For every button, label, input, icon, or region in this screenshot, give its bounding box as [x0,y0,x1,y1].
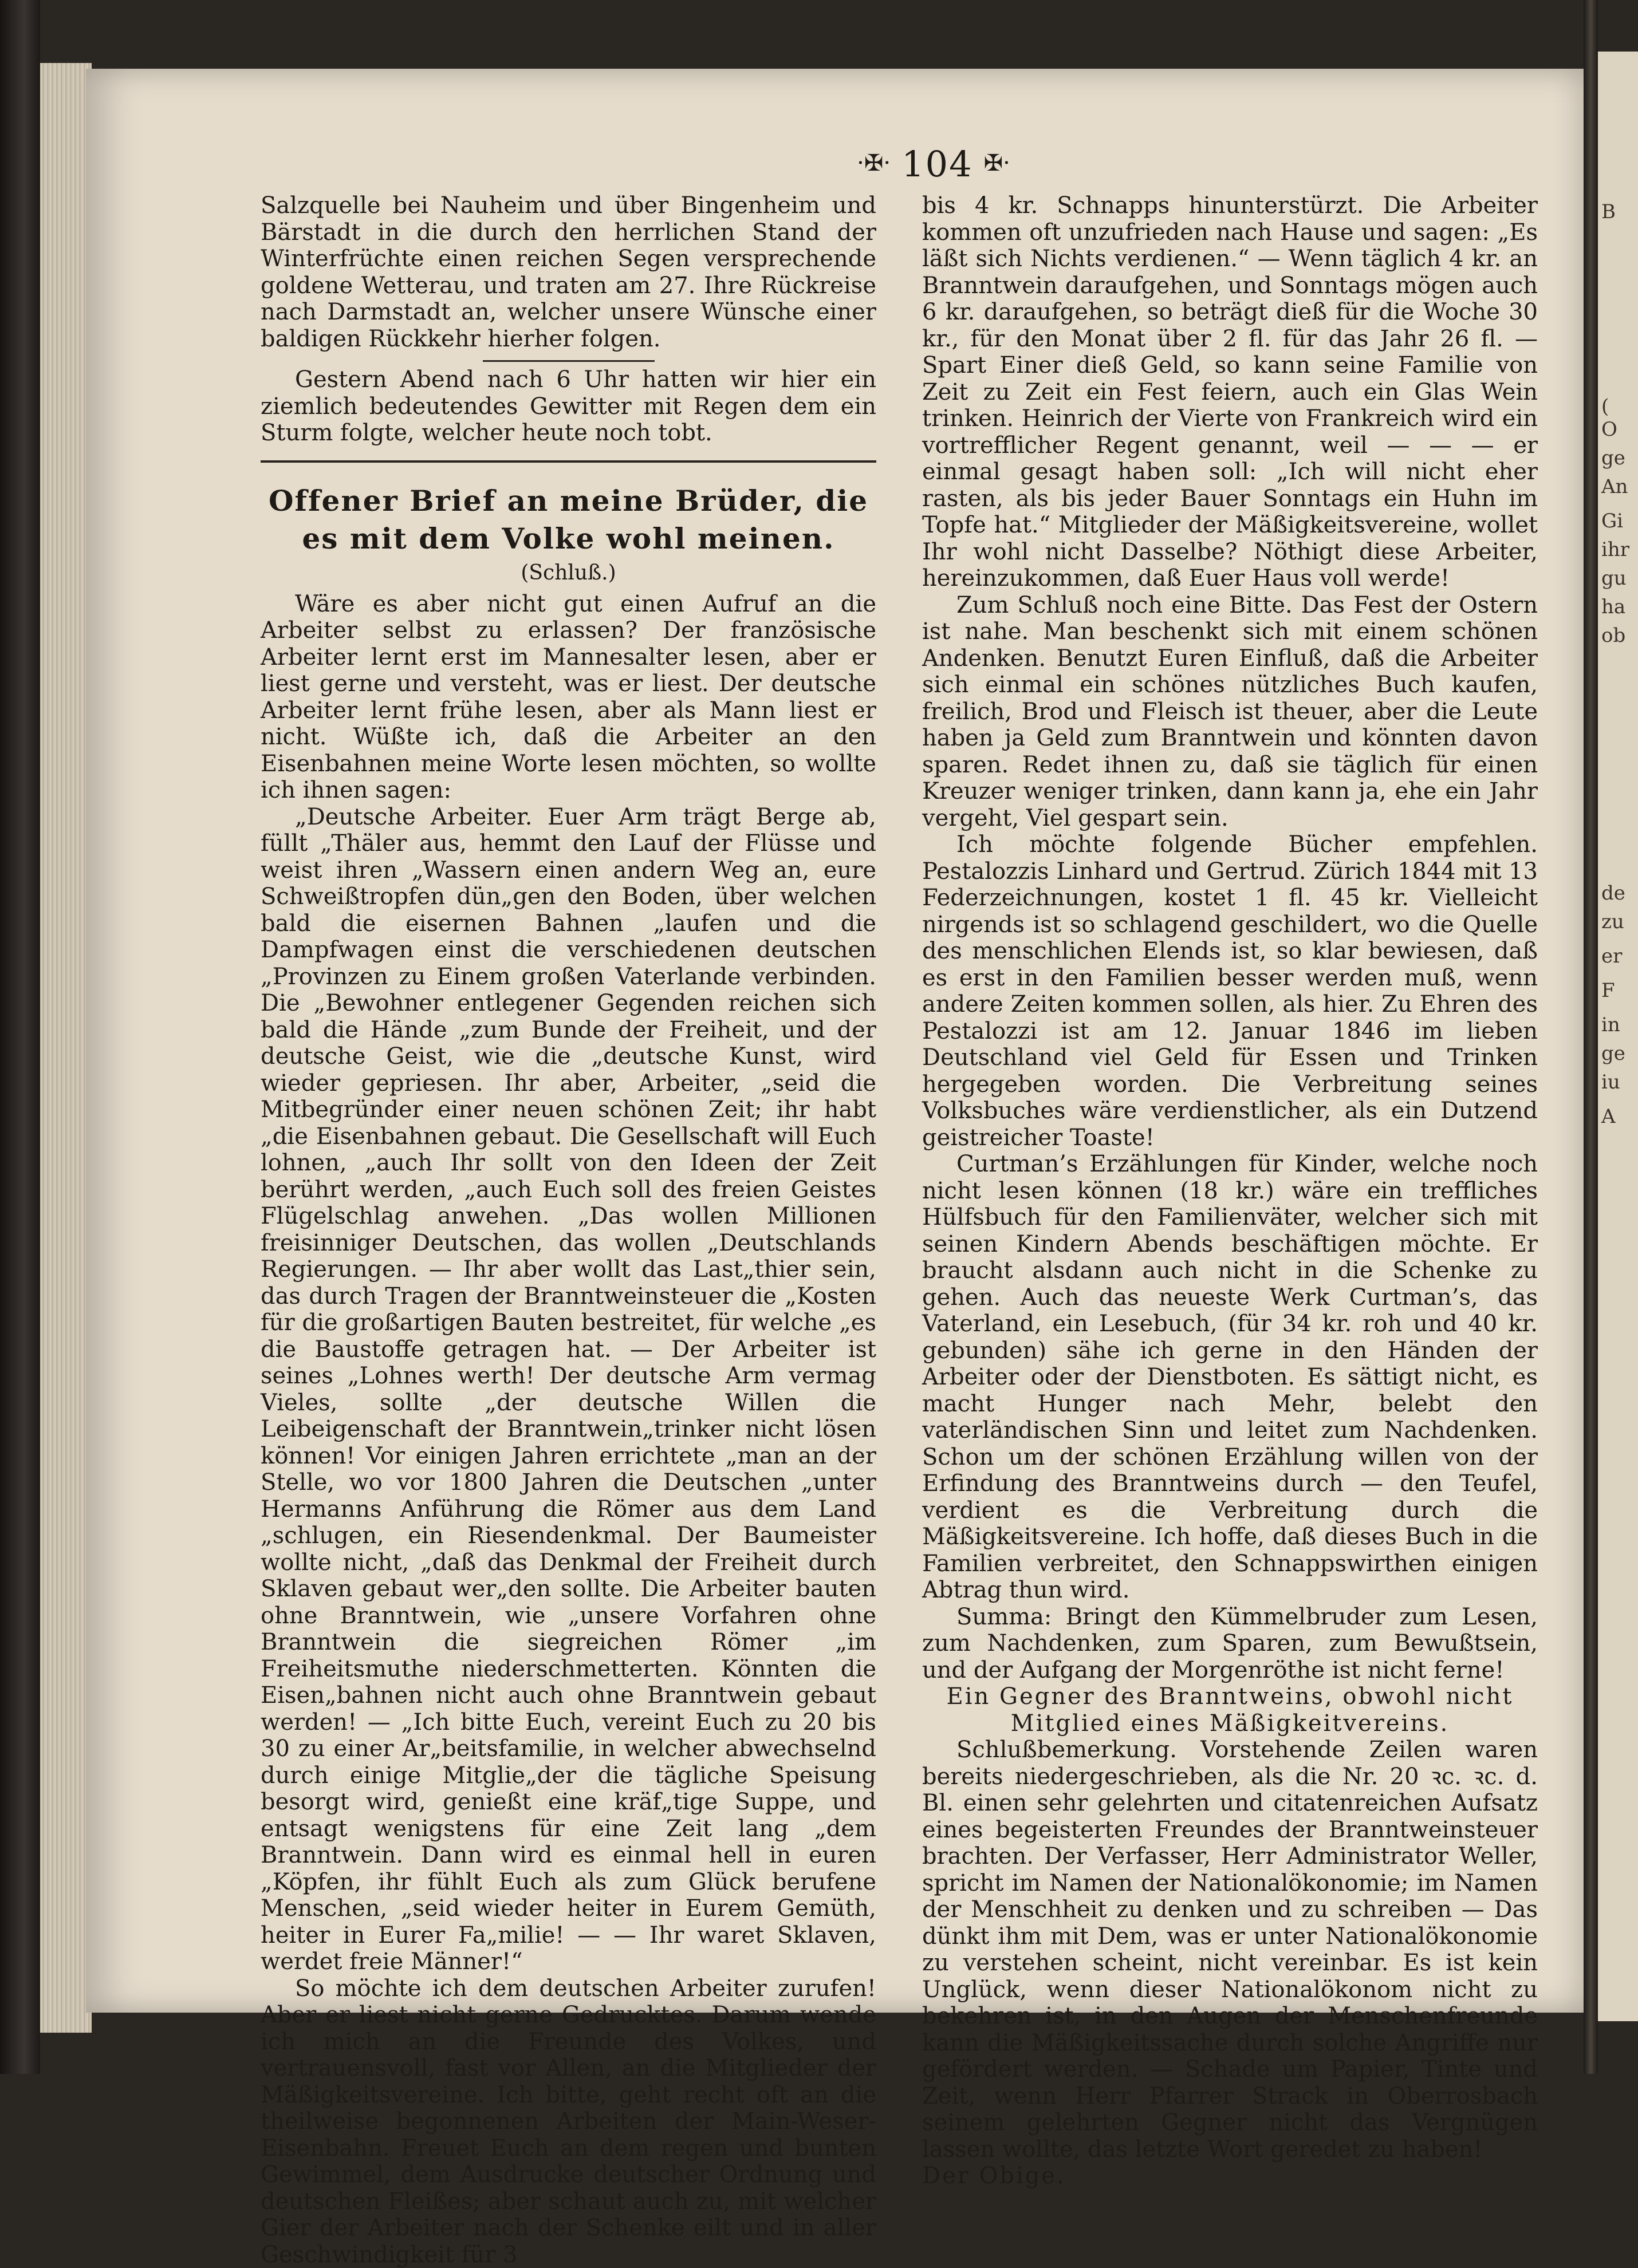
next-page-margin [1598,52,1638,2021]
next-page-fragment: in [1601,1013,1620,1036]
page-header [796,143,1071,189]
next-page-fragment: O [1601,418,1617,441]
paragraph: Wäre es aber nicht gut einen Aufruf an die Arbeiter selbst zu erlassen? Der französische Arbeiter lernt erst im Mannesalter lesen, aber er liest gerne und versteht, was er liest. Der deutsche Arbeiter lernt frühe lesen, aber als Mann liest er nicht. Wüßte ich, daß die Arbeiter an den Eisenbahnen meine Worte lesen möchten, so wollte ich ihnen sagen: [261,591,876,804]
paragraph: „Deutsche Arbeiter. Euer Arm trägt Berge ab, füllt „Thäler aus, hemmt den Lauf der Flüsse und weist ihren „Wassern einen andern Weg an, eure Schweißtropfen dün„gen den Boden, über welchen bald die eisernen Bahnen „laufen und die Dampfwagen einst die verschiedenen deutschen „Provinzen zu Einem großen Vaterlande verbinden. Die „Bewohner entlegener Gegenden reichen sich bald die Hände „zum Bunde der Freiheit, und der deutsche Geist, wie die „deutsche Kunst, wird wieder gepriesen. Ihr aber, Arbeiter, „seid die Mitbegründer einer neuen schönen Zeit; ihr habt „die Eisenbahnen gebaut. Die Gesellschaft will Euch lohnen, „auch Ihr sollt von den Ideen der Zeit berührt werden, „auch Euch soll des freien Geistes Flügelschlag anwehen. „Das wollen Millionen freisinniger Deutschen, das wollen „Deutschlands Regierungen. — Ihr aber wollt das Last„thier sein, das durch Tragen der Branntweinsteuer die „Kosten für die großartigen Bauten bestreitet, für welche „es die Baustoffe getragen hat. — Der Arbeiter ist seines „Lohnes werth! Der deutsche Arm vermag Vieles, sollte „der deutsche Willen die Leibeigenschaft der Branntwein„trinker nicht lösen können! Vor einigen Jahren errichtete „man an der Stelle, wo vor 1800 Jahren die Deutschen „unter Hermanns Anführung die Römer aus dem Land „schlugen, ein Riesendenkmal. Der Baumeister wollte nicht, „daß das Denkmal der Freiheit durch Sklaven gebaut wer„den sollte. Die Arbeiter bauten ohne Branntwein, wie „unsere Vorfahren ohne Branntwein die siegreichen Römer „im Freiheitsmuthe niederschmetterten. Könnten die Eisen„bahnen nicht auch ohne Branntwein gebaut werden! — „Ich bitte Euch, vereint Euch zu 20 bis 30 zu einer Ar„beitsfamilie, in welcher abwechselnd durch einige Mitglie„der die tägliche Speisung besorgt wird, genießt eine kräf„tige Suppe, und entsagt wenigstens für eine Zeit lang „dem Branntwein. Dann wird es einmal hell in euren „Köpfen, ihr fühlt Euch als zum Glück berufene Menschen, „seid wieder heiter in Eurem Gemüth, heiter in Eurer Fa„milie! — — Ihr waret Sklaven, werdet freie Männer!“ [261,804,876,1975]
paragraph: Salzquelle bei Nauheim und über Bingenheim und Bärstadt in die durch den herrlichen Stand der Winterfrüchte einen reichen Segen versprechende goldene Wetterau, und traten am 27. Ihre Rückreise nach Darmstadt an, welcher unsere Wünsche einer baldigen Rückkehr hierher folgen. [261,192,876,352]
divider [483,360,655,362]
book-binding [0,0,40,2074]
article-subtitle: (Schluß.) [261,560,876,586]
next-page-fragment: An [1601,475,1628,498]
paragraph: bis 4 kr. Schnapps hinunterstürzt. Die Arbeiter kommen oft unzufrieden nach Hause und sagen: „Es läßt sich Nichts verdienen.“ — Wenn täglich 4 kr. an Branntwein daraufgehen, und Sonntags mögen auch 6 kr. daraufgehen, so beträgt dieß für die Woche 30 kr., für den Monat über 2 fl. für das Jahr 26 fl. — Spart Einer dieß Geld, so kann seine Familie von Zeit zu Zeit ein Fest feiern, auch ein Glas Wein trinken. Heinrich der Vierte von Frankreich wird ein vortrefflicher Regent genannt, weil — — — er einmal gesagt haben soll: „Ich will nicht eher rasten, als bis jeder Bauer Sonntags ein Huhn im Topfe hat.“ Mitglieder der Mäßigkeitsvereine, wollet Ihr wohl nicht Dasselbe? Nöthigt diese Arbeiter, hereinzukommen, daß Euer Haus voll werde! [922,192,1538,592]
signature: Der Obige. [922,2163,1538,2190]
ornament-left: ·✠· [857,150,891,176]
next-page-fragment: ge [1601,447,1625,470]
next-page-fragment: ihr [1601,538,1629,561]
next-page-fragment: ( [1601,395,1609,418]
page-number: 104 [901,143,972,185]
next-page-fragment: ha [1601,595,1625,618]
next-page-fragment: iu [1601,1071,1620,1094]
ornament-right: ✠· [984,150,1010,176]
paragraph: Curtman’s Erzählungen für Kinder, welche noch nicht lesen können (18 kr.) wäre ein treffliches Hülfsbuch für den Familienväter, welcher sich mit seinen Kindern Abends beschäftigen möchte. Er braucht alsdann auch nicht in die Schenke zu gehen. Auch das neueste Werk Curtman’s, das Vaterland, ein Lesebuch, (für 34 kr. roh und 40 kr. gebunden) sähe ich gerne in den Händen der Arbeiter oder der Dienstboten. Es sättigt nicht, es macht Hunger nach Mehr, belebt den vaterländischen Sinn und leitet zum Nachdenken. Schon um der schönen Erzählung willen von der Erfindung des Branntweins durch — den Teufel, verdient es die Verbreitung durch die Mäßigkeitsvereine. Ich hoffe, daß dieses Buch in die Familien verbreitet, den Schnappswirthen einigen Abtrag thun wird. [922,1151,1538,1604]
paragraph: Schlußbemerkung. Vorstehende Zeilen waren bereits niedergeschrieben, als die Nr. 20 ꝛc. ꝛc. d. Bl. einen sehr gelehrten und citatenreichen Aufsatz eines begeisterten Freundes der Branntweinsteuer brachten. Der Verfasser, Herr Administrator Weller, spricht im Namen der Nationalökonomie; im Namen der Menschheit zu denken und zu schreiben — Das dünkt ihm mit Dem, was er unter Nationalökonomie zu verstehen scheint, nicht vereinbar. Es ist kein Unglück, wenn dieser Nationalökonom nicht zu bekehren ist, in den Augen der Menschenfreunde kann die Mäßigkeitssache durch solche Angriffe nur gefördert werden. — Schade um Papier, Tinte und Zeit, wenn Herr Pfarrer Strack in Oberrosbach seinem gelehrten Gegner nicht das Vergnügen lassen wollte, das letzte Wort geredet zu haben! [922,1737,1538,2163]
next-page-fragment: ge [1601,1042,1625,1065]
next-page-fragment: gu [1601,567,1627,590]
next-page-fragment: F [1601,979,1615,1002]
article-title: Offener Brief an meine Brüder, die es mit dem Volke wohl meinen. [261,482,876,558]
book-gutter [1584,0,1598,2074]
next-page-fragment: zu [1601,910,1624,933]
paragraph: Ich möchte folgende Bücher empfehlen. Pestalozzis Linhard und Gertrud. Zürich 1844 mit 13 Federzeichnungen, kostet 1 fl. 45 kr. Vielleicht nirgends ist so schlagend geschildert, wo die Quelle des menschlichen Elends ist, so klar bewiesen, daß es erst in den Familien besser werden muß, wenn andere Zeiten kommen sollen, als hier. Zu Ehren des Pestalozzi ist am 12. Januar 1846 im lieben Deutschland viel Geld für Essen und Trinken hergegeben worden. Die Verbreitung seines Volksbuches wäre verdienstlicher, als ein Dutzend geistreicher Toaste! [922,831,1538,1151]
paragraph: So möchte ich dem deutschen Arbeiter zurufen! Aber er liest nicht gerne Gedrucktes. Darum wende ich mich an die Freunde des Volkes, und vertrauensvoll, fast vor Allen, an die Mitglieder der Mäßigkeitsvereine. Ich bitte, geht recht oft an die theilweise begonnenen Arbeiten der Main-Weser-Eisenbahn. Freuet Euch an dem regen und bunten Gewimmel, dem Ausdrucke deutscher Ordnung und deutschen Fleißes; aber schaut auch zu, mit welcher Gier der Arbeiter nach der Schenke eilt und in aller Geschwindigkeit für 3 [261,1975,876,2268]
next-page-fragment: B [1601,200,1616,223]
next-page-fragment: Gi [1601,510,1623,533]
paragraph: Zum Schluß noch eine Bitte. Das Fest der Ostern ist nahe. Man beschenkt sich mit einem schönen Andenken. Benutzt Euren Einfluß, daß die Arbeiter sich einmal ein schönes nützliches Buch kaufen, freilich, Brod und Fleisch ist theuer, aber die Leute haben ja Geld zum Branntwein und könnten davon sparen. Redet ihnen zu, daß sie täglich für einen Kreuzer weniger trinken, dann kann ja, ehe ein Jahr vergeht, Viel gespart sein. [922,592,1538,832]
next-page-fragment: A [1601,1105,1616,1128]
next-page-fragment: de [1601,882,1625,905]
divider [261,460,876,463]
page-edges [40,63,92,2033]
next-page-fragment: er [1601,945,1622,968]
paragraph: Gestern Abend nach 6 Uhr hatten wir hier ein ziemlich bedeutendes Gewitter mit Regen dem ein Sturm folgte, welcher heute noch tobt. [261,366,876,447]
right-column [922,192,1538,2190]
next-page-fragment: ob [1601,624,1625,647]
paragraph: Summa: Bringt den Kümmelbruder zum Lesen, zum Nachdenken, zum Sparen, zum Bewußtsein, und der Aufgang der Morgenröthe ist nicht ferne! [922,1604,1538,1684]
signature-line: Ein Gegner des Branntweins, obwohl nicht Mitglied eines Mäßigkeitvereins. [922,1683,1538,1737]
left-column [261,192,876,2268]
